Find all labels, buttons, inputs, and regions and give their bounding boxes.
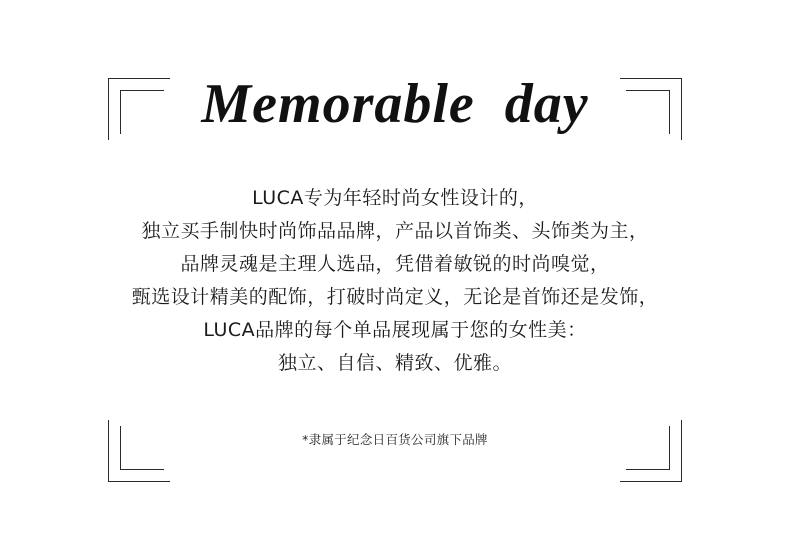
page-title: Memorable day	[201, 73, 589, 135]
description-line: LUCA品牌的每个单品展现属于您的女性美：	[203, 319, 587, 341]
description-line: LUCA专为年轻时尚女性设计的，	[252, 187, 538, 209]
description-line: 甄选设计精美的配饰，打破时尚定义，无论是首饰还是发饰，	[131, 286, 659, 308]
description-line: 品牌灵魂是主理人选品，凭借着敏锐的时尚嗅觉，	[180, 253, 610, 275]
brand-description	[45, 182, 745, 380]
description-line: 独立、自信、精致、优雅。	[277, 352, 512, 374]
description-line: 独立买手制快时尚饰品品牌，产品以首饰类、头饰类为主，	[141, 220, 649, 242]
footnote-text: *隶属于纪念日百货公司旗下品牌	[302, 432, 488, 447]
